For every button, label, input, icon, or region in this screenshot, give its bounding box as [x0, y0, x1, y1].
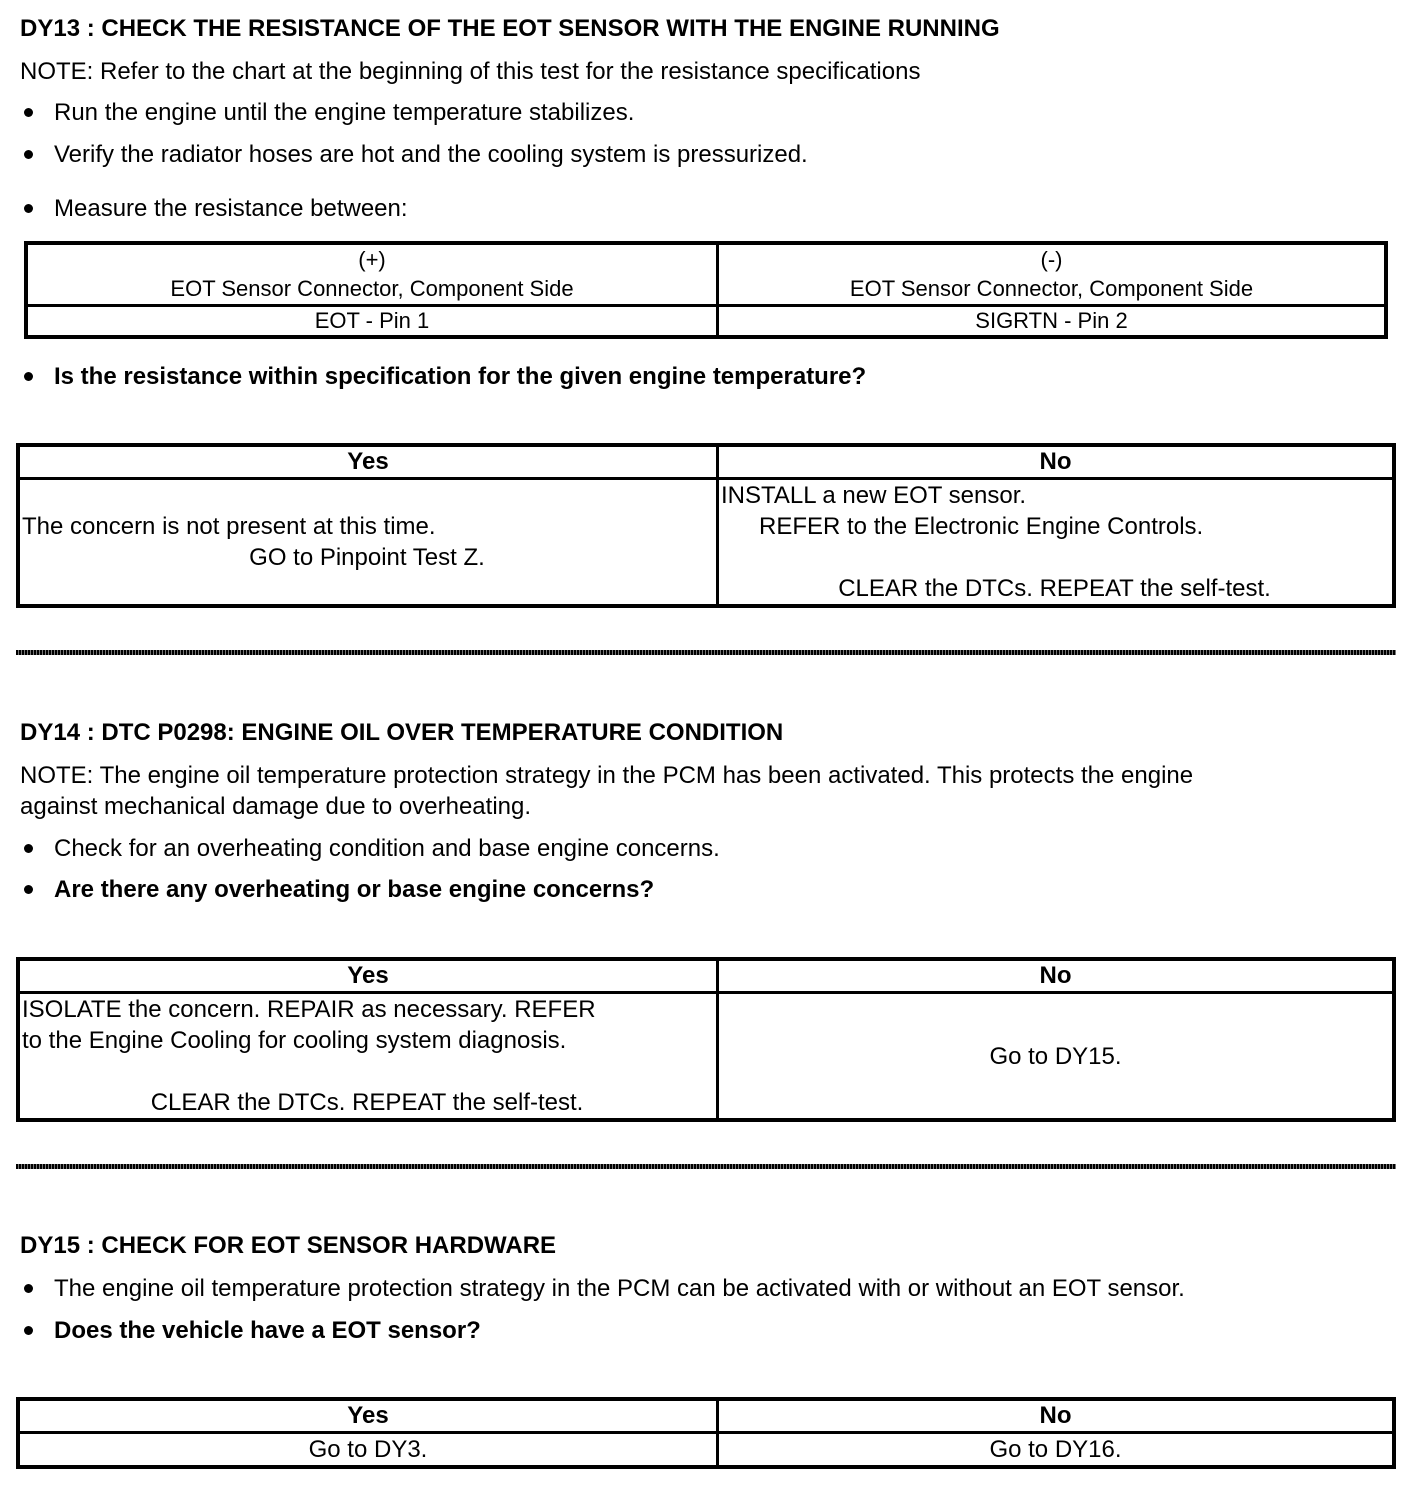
no-line: INSTALL a new EOT sensor. [721, 482, 1027, 509]
dy14-result-table [16, 957, 1396, 1122]
positive-header: EOT Sensor Connector, Component Side [170, 276, 574, 301]
dy13-question [20, 361, 866, 392]
bullet-icon [24, 204, 33, 213]
bullet-icon [24, 1326, 33, 1335]
no-cell: Go to DY15. [718, 993, 1395, 1121]
yes-header: Yes [18, 1399, 718, 1433]
dy13-measurement-table [24, 241, 1388, 339]
no-line: REFER to the Electronic Engine Controls. [759, 513, 1204, 540]
dy15-bullet [20, 1273, 1185, 1304]
dy15-result-table [16, 1397, 1396, 1469]
positive-sign: (+) [358, 247, 386, 272]
no-line: CLEAR the DTCs. REPEAT the self-test. [838, 575, 1271, 602]
no-header: No [718, 1399, 1395, 1433]
yes-line: ISOLATE the concern. REPAIR as necessary. REFER [22, 996, 596, 1023]
yes-header: Yes [18, 445, 718, 479]
bullet-icon [24, 1284, 33, 1293]
yes-header: Yes [18, 959, 718, 993]
section-divider [16, 1164, 1396, 1169]
bullet-text: Run the engine until the engine temperature stabilizes. [54, 99, 635, 126]
dy13-result-table [16, 443, 1396, 608]
bullet-text: Verify the radiator hoses are hot and the cooling system is pressurized. [54, 141, 808, 168]
dy15-title: DY15 : CHECK FOR EOT SENSOR HARDWARE [20, 1232, 557, 1259]
yes-cell [18, 479, 718, 607]
dy13-note: NOTE: Refer to the chart at the beginning of this test for the resistance specifications [20, 58, 921, 85]
note-line: NOTE: The engine oil temperature protection strategy in the PCM has been activated. This protects the engine [20, 762, 1194, 789]
bullet-icon [24, 844, 33, 853]
no-cell [718, 479, 1395, 607]
note-line: against mechanical damage due to overheating. [20, 793, 532, 820]
positive-pin: EOT - Pin 1 [26, 305, 718, 337]
question-text: Is the resistance within specification for the given engine temperature? [54, 363, 867, 390]
dy14-question [20, 874, 654, 905]
yes-line: to the Engine Cooling for cooling system diagnosis. [22, 1027, 567, 1054]
bullet-icon [24, 372, 33, 381]
bullet-icon [24, 885, 33, 894]
bullet-text: The engine oil temperature protection strategy in the PCM can be activated with or without an EOT sensor. [54, 1275, 1185, 1302]
dy14-note [20, 760, 1193, 822]
dy13-bullet [20, 97, 634, 128]
question-text: Are there any overheating or base engine concerns? [54, 876, 655, 903]
negative-pin: SIGRTN - Pin 2 [718, 305, 1387, 337]
positive-header-cell [26, 243, 718, 305]
yes-cell: Go to DY3. [18, 1433, 718, 1468]
yes-cell [18, 993, 718, 1121]
negative-sign: (-) [1040, 247, 1063, 272]
bullet-icon [24, 150, 33, 159]
yes-line: GO to Pinpoint Test Z. [249, 544, 485, 571]
no-header: No [718, 445, 1395, 479]
dy15-question [20, 1315, 481, 1346]
dy13-bullet [20, 193, 408, 224]
no-header: No [718, 959, 1395, 993]
bullet-text: Check for an overheating condition and base engine concerns. [54, 835, 720, 862]
bullet-icon [24, 108, 33, 117]
bullet-text: Measure the resistance between: [54, 195, 408, 222]
question-text: Does the vehicle have a EOT sensor? [54, 1317, 481, 1344]
dy13-bullet [20, 139, 808, 170]
dy13-title: DY13 : CHECK THE RESISTANCE OF THE EOT SENSOR WITH THE ENGINE RUNNING [20, 15, 1000, 42]
dy14-bullet [20, 833, 720, 864]
negative-header-cell [718, 243, 1387, 305]
yes-line: CLEAR the DTCs. REPEAT the self-test. [150, 1089, 584, 1116]
dy14-title: DY14 : DTC P0298: ENGINE OIL OVER TEMPERATURE CONDITION [20, 719, 784, 746]
negative-header: EOT Sensor Connector, Component Side [849, 276, 1254, 301]
yes-line: The concern is not present at this time. [22, 513, 436, 540]
section-divider [16, 650, 1396, 655]
no-cell: Go to DY16. [718, 1433, 1395, 1468]
